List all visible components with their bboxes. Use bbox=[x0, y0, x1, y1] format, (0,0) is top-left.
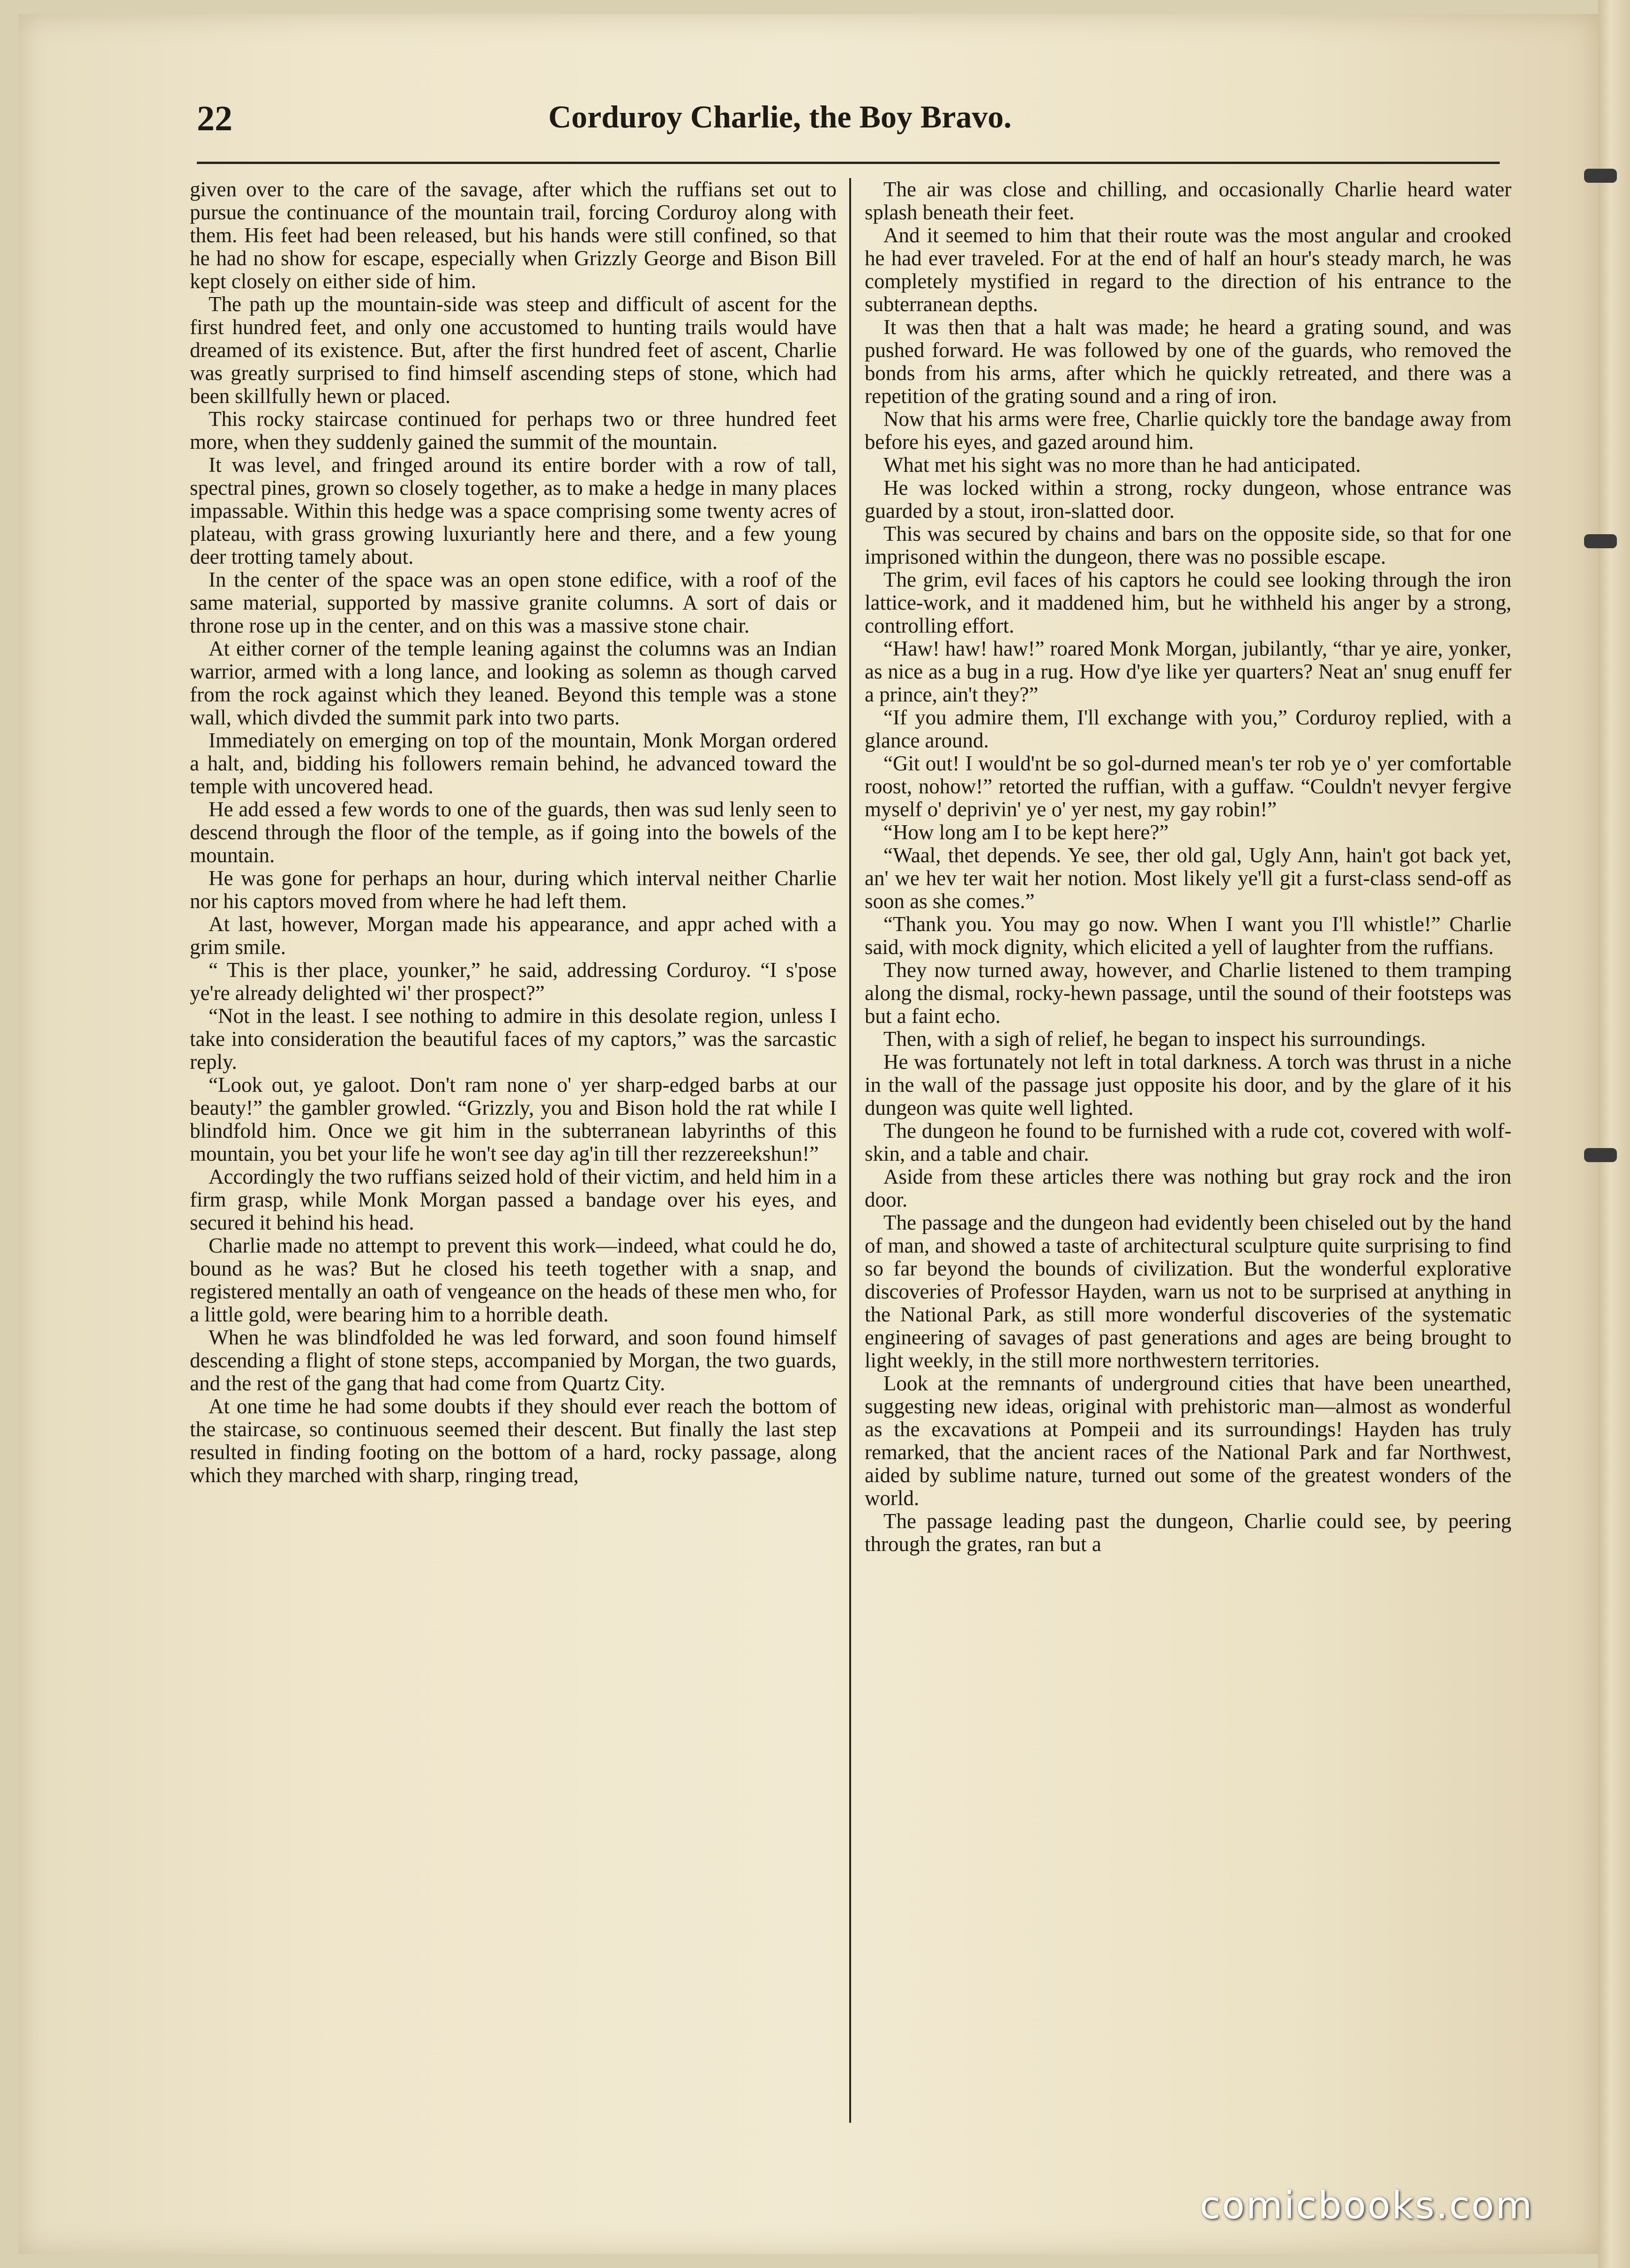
paragraph: When he was blindfolded he was led forward, and soon found himself descending a flight of stone steps, accompanied by Morgan, the two guards, and the rest of the gang that had come from Quartz City. bbox=[190, 1326, 837, 1395]
paragraph: “Look out, ye galoot. Don't ram none o' yer sharp-edged barbs at our beauty!” the gambler growled. “Grizzly, you and Bison hold the rat while I blindfold him. Once we git him in the subterranean labyrinths of this mountain, you bet your life he won't see day ag'in till ther rezzereekshun!” bbox=[190, 1073, 837, 1165]
paragraph: This was secured by chains and bars on the opposite side, so that for one imprisoned within the dungeon, there was no possible escape. bbox=[865, 522, 1511, 568]
paragraph: At last, however, Morgan made his appearance, and appr ached with a grim smile. bbox=[190, 912, 837, 959]
right-column bbox=[865, 178, 1511, 2132]
paragraph: “Haw! haw! haw!” roared Monk Morgan, jubilantly, “thar ye aire, yonker, as nice as a bug in a rug. How d'ye like yer quarters? Neat an' snug enuff fer a prince, ain't they?” bbox=[865, 637, 1511, 706]
paragraph: In the center of the space was an open stone edifice, with a roof of the same material, supported by massive granite columns. A sort of dais or throne rose up in the center, and on this was a massive stone chair. bbox=[190, 568, 837, 637]
paragraph: “ This is ther place, younker,” he said, addressing Corduroy. “I s'pose ye're already delighted wi' ther prospect?” bbox=[190, 958, 837, 1005]
paragraph: The grim, evil faces of his captors he could see looking through the iron lattice-work, and it maddened him, but he withheld his anger by a strong, controlling effort. bbox=[865, 568, 1511, 637]
paragraph: given over to the care of the savage, after which the ruffians set out to pursue the continuance of the mountain trail, forcing Corduroy along with them. His feet had been released, but his hands were still confined, so that he had no show for escape, especially when Grizzly George and Bison Bill kept closely on either side of him. bbox=[190, 178, 837, 293]
paragraph: “If you admire them, I'll exchange with you,” Corduroy replied, with a glance around. bbox=[865, 706, 1511, 752]
paragraph: The dungeon he found to be furnished with a rude cot, covered with wolf-skin, and a table and chair. bbox=[865, 1119, 1511, 1165]
paragraph: At either corner of the temple leaning against the columns was an Indian warrior, armed with a long lance, and looking as solemn as though carved from the rock against which they leaned. Beyond this temple was a stone wall, which divded the summit park into two parts. bbox=[190, 637, 837, 729]
paragraph: “Waal, thet depends. Ye see, ther old gal, Ugly Ann, hain't got back yet, an' we hev ter wait her notion. Most likely ye'll git a furst-class send-off as soon as she comes.” bbox=[865, 843, 1511, 913]
paragraph: Then, with a sigh of relief, he began to inspect his surroundings. bbox=[883, 1027, 1426, 1051]
page-number: 22 bbox=[197, 99, 232, 138]
paragraph: Now that his arms were free, Charlie quickly tore the bandage away from before his eyes, and gazed around him. bbox=[865, 407, 1511, 454]
paragraph: This rocky staircase continued for perhaps two or three hundred feet more, when they suddenly gained the summit of the mountain. bbox=[190, 407, 837, 454]
paragraph: “Git out! I would'nt be so gol-durned mean's ter rob ye o' yer comfortable roost, nohow!” retorted the ruffian, with a guffaw. “Couldn't nevyer fergive myself o' deprivin' ye o' yer nest, my gay robin!” bbox=[865, 752, 1511, 821]
paragraph: He was gone for perhaps an hour, during which interval neither Charlie nor his captors moved from where he had left them. bbox=[190, 866, 837, 913]
paragraph: And it seemed to him that their route was the most angular and crooked he had ever traveled. For at the end of half an hour's steady march, he was completely mystified in regard to the direction of his entrance to the subterranean depths. bbox=[865, 224, 1511, 316]
paragraph: He add essed a few words to one of the guards, then was sud lenly seen to descend through the floor of the temple, as if going into the bowels of the mountain. bbox=[190, 798, 837, 867]
left-column bbox=[190, 178, 837, 2132]
paragraph: At one time he had some doubts if they should ever reach the bottom of the staircase, so continuous seemed their descent. But finally the last step resulted in finding footing on the bottom of a hard, rocky passage, along which they marched with sharp, ringing tread, bbox=[190, 1395, 837, 1487]
paragraph: Accordingly the two ruffians seized hold of their victim, and held him in a firm grasp, while Monk Morgan passed a bandage over his eyes, and secured it behind his head. bbox=[190, 1165, 837, 1234]
paragraph: Immediately on emerging on top of the mountain, Monk Morgan ordered a halt, and, bidding his followers remain behind, he advanced toward the temple with uncovered head. bbox=[190, 729, 837, 798]
running-title: Corduroy Charlie, the Boy Bravo. bbox=[548, 99, 1012, 134]
paragraph: The passage leading past the dungeon, Charlie could see, by peering through the grates, ran but a bbox=[865, 1509, 1511, 1556]
header-rule bbox=[197, 162, 1500, 164]
page-spine bbox=[1598, 0, 1630, 2268]
paragraph: Look at the remnants of underground cities that have been unearthed, suggesting new ideas, original with prehistoric man—almost as wonderful as the excavations at Pompeii and its surroundings! Hayden has truly remarked, that the ancient races of the National Park and far Northwest, aided by sublime nature, turned out some of the greatest wonders of the world. bbox=[865, 1372, 1511, 1510]
column-divider bbox=[849, 178, 851, 2123]
paragraph: Aside from these articles there was nothing but gray rock and the iron door. bbox=[865, 1165, 1511, 1211]
paragraph: What met his sight was no more than he had anticipated. bbox=[883, 453, 1361, 477]
paragraph: “How long am I to be kept here?” bbox=[883, 821, 1169, 844]
paragraph: He was locked within a strong, rocky dungeon, whose entrance was guarded by a stout, iron-slatted door. bbox=[865, 476, 1511, 522]
staple-lower bbox=[1584, 1148, 1617, 1162]
paragraph: The passage and the dungeon had evidently been chiseled out by the hand of man, and showed a taste of architectural sculpture quite surprising to find so far beyond the bounds of civilization. But the wonderful explorative discoveries of Professor Hayden, warn us not to be surprised at anything in the National Park, as still more wonderful discoveries of the systematic engineering of savages of past generations and ages are being brought to light weekly, in the still more northwestern territories. bbox=[865, 1211, 1511, 1372]
staple-middle bbox=[1584, 534, 1617, 548]
paragraph: “Thank you. You may go now. When I want you I'll whistle!” Charlie said, with mock dignity, which elicited a yell of laughter from the ruffians. bbox=[865, 912, 1511, 959]
paragraph: Charlie made no attempt to prevent this work—indeed, what could he do, bound as he was? But he closed his teeth together with a snap, and registered mentally an oath of vengeance on the heads of these men who, for a little gold, were bearing him to a horrible death. bbox=[190, 1234, 837, 1326]
paragraph: It was then that a halt was made; he heard a grating sound, and was pushed forward. He was followed by one of the guards, who removed the bonds from his arms, after which he quickly retreated, and there was a repetition of the grating sound and a ring of iron. bbox=[865, 315, 1511, 408]
staple-top bbox=[1584, 169, 1617, 183]
page-header bbox=[197, 98, 1500, 150]
paragraph: It was level, and fringed around its entire border with a row of tall, spectral pines, grown so closely together, as to make a hedge in many places impassable. Within this hedge was a space comprising some twenty acres of plateau, with grass growing luxuriantly here and there, and a few young deer trotting tamely about. bbox=[190, 453, 837, 568]
paragraph: The air was close and chilling, and occasionally Charlie heard water splash beneath their feet. bbox=[865, 178, 1511, 224]
watermark: comicbooks.com bbox=[1200, 2184, 1534, 2227]
paragraph: They now turned away, however, and Charlie listened to them tramping along the dismal, rocky-hewn passage, until the sound of their footsteps was but a faint echo. bbox=[865, 958, 1511, 1028]
paragraph: He was fortunately not left in total darkness. A torch was thrust in a niche in the wall of the passage just opposite his door, and by the glare of it his dungeon was quite well lighted. bbox=[865, 1050, 1511, 1119]
paragraph: The path up the mountain-side was steep and difficult of ascent for the first hundred feet, and only one accustomed to hunting trails would have dreamed of its existence. But, after the first hundred feet of ascent, Charlie was greatly surprised to find himself ascending steps of stone, which had been skillfully hewn or placed. bbox=[190, 292, 837, 408]
paragraph: “Not in the least. I see nothing to admire in this desolate region, unless I take into consideration the beautiful faces of my captors,” was the sarcastic reply. bbox=[190, 1004, 837, 1074]
